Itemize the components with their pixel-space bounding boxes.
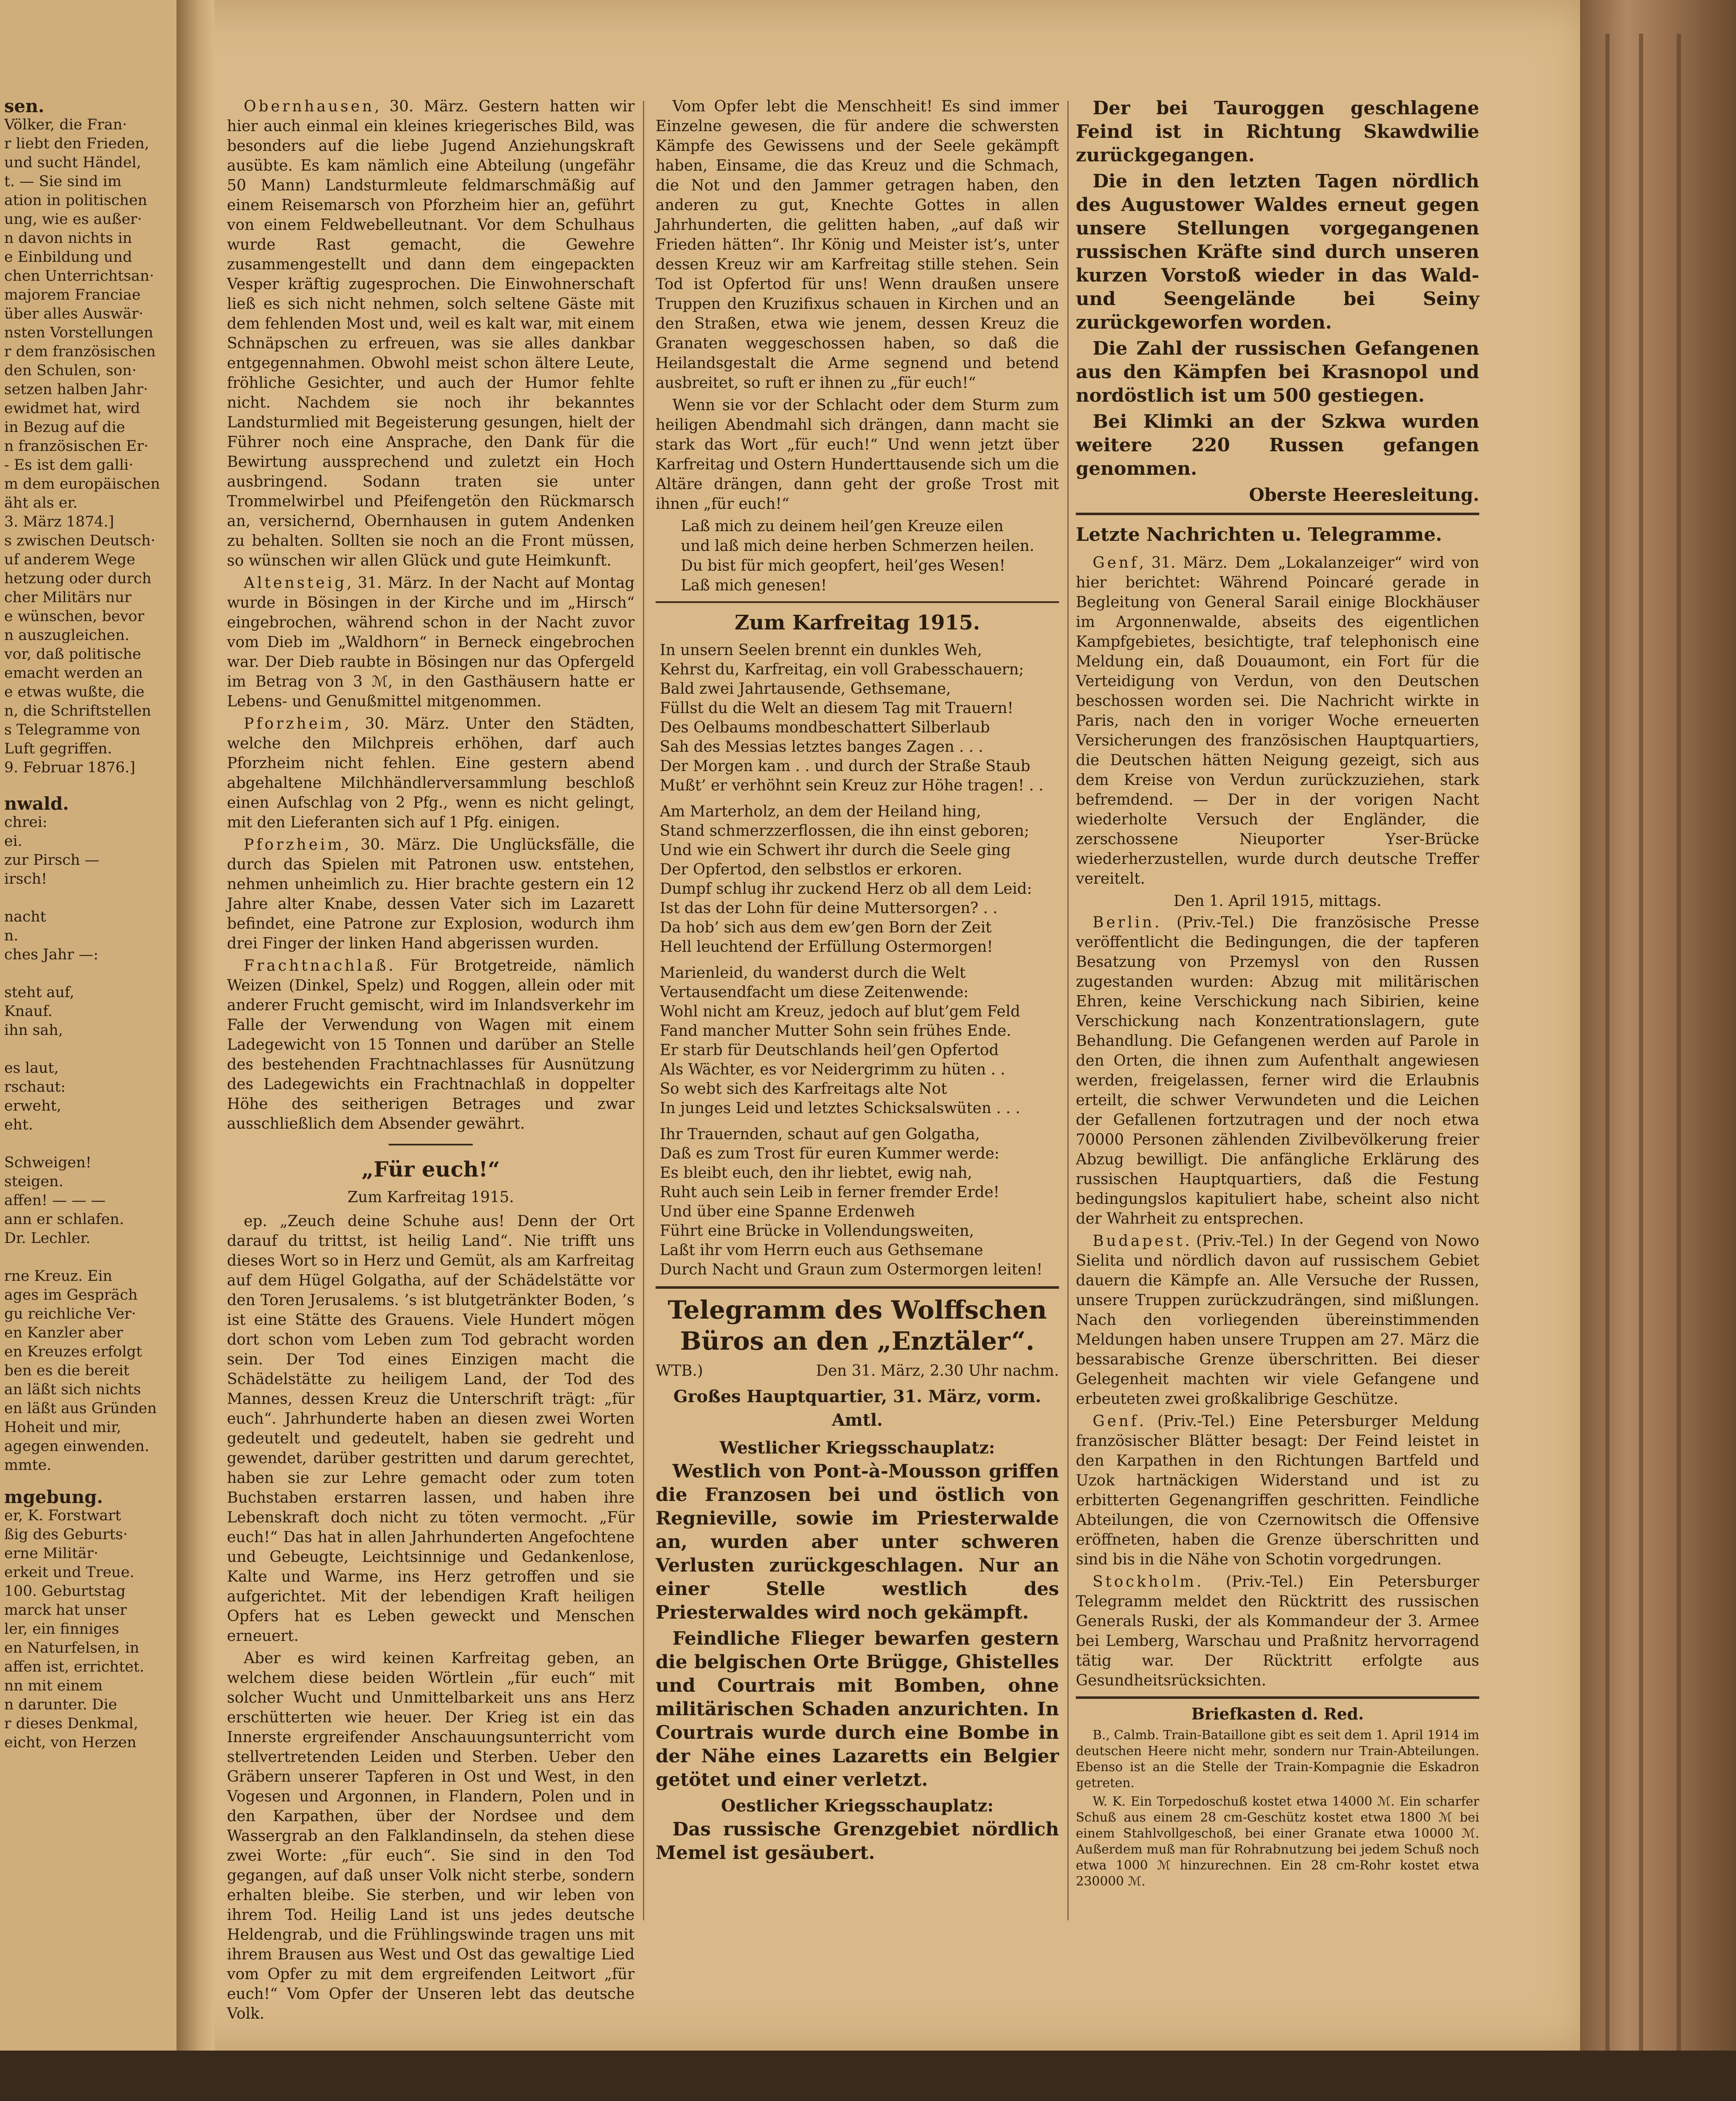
column-2 — [656, 97, 1059, 1865]
news-item: Frachtnachlaß. Für Brotgetreide, nämlich Weizen (Dinkel, Spelz) und Roggen, allein oder mit anderer Frucht gemischt, wird im Inlandsverkehr im Falle der Verwendung von Wagen mit einem Ladegewicht von 15 Tonnen und darüber an Stelle des bestehenden Frachtnachlasses für Ausnützung des Ladegewichts ein Frachtnachlaß in doppelter Höhe des seitherigen Betrages und zwar ausschließlich dem Absender gewährt. — [227, 957, 635, 1132]
prev-line: agegen einwenden. — [4, 1438, 150, 1455]
article-paragraph: Wenn sie vor der Schlacht oder dem Sturm zum heiligen Abendmahl sich drängen, dann macht sie stark das Wort „für euch!“ Und wenn jetzt über Karfreitag und Ostern Hunderttausende sich um die Altäre drängen, dann geht der große Trost mit ihnen „für euch!“ — [656, 397, 1059, 513]
poem-line: So webt sich des Karfreitags alte Not — [660, 1080, 947, 1098]
verse-line: Du bist für mich geopfert, heil’ges Wesen! — [681, 557, 1006, 574]
prev-line: en Kreuzes erfolgt — [4, 1343, 142, 1360]
poem-line: Führt eine Brücke in Vollendungsweiten, — [660, 1222, 974, 1240]
prev-line — [4, 964, 172, 983]
prev-line: erkeit und Treue. — [4, 1564, 134, 1581]
poem — [656, 641, 1059, 1280]
prev-line: affen ist, errichtet. — [4, 1659, 145, 1675]
poem-line: Ihr Trauernden, schaut auf gen Golgatha, — [660, 1126, 980, 1143]
prev-line: en läßt aus Gründen — [4, 1400, 157, 1417]
poem-line: Sah des Messias letztes banges Zagen . . . — [660, 738, 983, 756]
place-name: Genf — [1093, 554, 1139, 571]
prev-line: majorem Franciae — [4, 287, 141, 303]
verse — [681, 516, 1059, 595]
verse-line: Laß mich zu deinem heil’gen Kreuze eilen — [681, 518, 1004, 535]
prev-line: irsch! — [4, 871, 47, 887]
prev-line: ches Jahr —: — [4, 946, 99, 963]
telegram-meta — [656, 1361, 1059, 1381]
report-paragraph: Bei Klimki an der Szkwa wurden weitere 220 Russen gefangen genommen. — [1076, 411, 1479, 479]
army-signature: Oberste Heeresleitung. — [1249, 484, 1479, 505]
army-report — [1076, 97, 1479, 481]
prev-line: Knauf. — [4, 1003, 53, 1020]
latest-news — [1076, 553, 1479, 889]
mailbox-entry: B., Calmb. Train-Bataillone gibt es seit dem 1. April 1914 im deutschen Heere nicht mehr, sondern nur Train-Abteilungen. Ebenso ist an die Stelle der Train-Kompagnie die Eskadron getreten. — [1076, 1728, 1480, 1790]
prev-line: s Telegramme von — [4, 721, 140, 738]
report-paragraph: Die in den letzten Tagen nördlich des Augustower Waldes erneut gegen unsere Stellungen vorgegangenen russischen Kräfte sind durch unseren kurzen Vorstoß wieder in das Wald- und Seengelände bei Seiny zurückgeworfen worden. — [1076, 171, 1479, 333]
verse-line: Laß mich genesen! — [681, 577, 827, 594]
place-name: Frachtnachlaß — [244, 957, 389, 974]
poem-line: Vertausendfacht um diese Zeitenwende: — [660, 984, 969, 1001]
news-item: Stockholm. (Priv.-Tel.) Ein Petersburger Telegramm meldet den Rücktritt des russischen Generals Ruski, der als Kommandeur der 3. Armee bei Lemberg, Warschau und Praßnitz hervorragend tätig war. Der Rücktritt erfolgte aus Gesundheitsrücksichten. — [1076, 1573, 1479, 1689]
news-item: Altensteig, 31. März. In der Nacht auf Montag wurde in Bösingen in der Kirche und im „Hirsch“ eingebrochen, während schon in der Nacht zuvor vom Dieb im „Waldhorn“ in Berneck eingebrochen war. Der Dieb raubte in Bösingen nur das Opfergeld im Betrag von 3 ℳ, in den Gasthäusern hatte er Lebens- und Genußmittel mitgenommen. — [227, 574, 635, 710]
prev-line: s zwischen Deutsch· — [4, 532, 155, 549]
poem-line: Dumpf schlug ihr zuckend Herz ob all dem Leid: — [660, 880, 1032, 898]
prev-line: Schweigen! — [4, 1154, 92, 1171]
prev-line: ler, ein finniges — [4, 1621, 119, 1638]
place-name: Altensteig — [244, 574, 347, 592]
prev-lines-3 — [4, 1506, 172, 1752]
prev-line: emacht werden an — [4, 665, 143, 682]
prev-line — [4, 1135, 172, 1153]
prev-line: ben es die bereit — [4, 1362, 129, 1379]
poem-line: Ruht auch sein Leib in ferner fremder Erde! — [660, 1184, 1000, 1201]
prev-line: r dem französischen — [4, 343, 156, 360]
prev-line: Hoheit und mir, — [4, 1419, 121, 1436]
poem-line: Bald zwei Jahrtausende, Gethsemane, — [660, 680, 951, 698]
column-3 — [1076, 97, 1479, 1892]
telegram-time: Den 31. März, 2.30 Uhr nachm. — [816, 1362, 1059, 1380]
poem-line: Am Marterholz, an dem der Heiland hing, — [660, 803, 981, 820]
report-paragraph: Feindliche Flieger bewarfen gestern die belgischen Orte Brügge, Ghistelles und Courtrais mit Bomben, ohne militärischen Schaden anzurichten. In Courtrais wurde durch eine Bombe in der Nähe eines Lazaretts ein Belgier getötet und einer verletzt. — [656, 1628, 1059, 1790]
poem-line: Ist das der Lohn für deine Muttersorgen? . . — [660, 900, 998, 917]
poem-stanza — [660, 1125, 1059, 1280]
west-heading: Westlicher Kriegsschauplatz: — [719, 1438, 995, 1458]
poem-line: Daß es zum Trost für euren Kummer werde: — [660, 1145, 1000, 1162]
prev-line: en Kanzler aber — [4, 1324, 123, 1341]
verse-line: und laß mich deine herben Schmerzen heilen. — [681, 537, 1035, 555]
prev-line: marck hat unser — [4, 1602, 127, 1619]
book-binding — [1580, 0, 1736, 2101]
prev-line: n davon nichts in — [4, 230, 132, 247]
prev-line: chen Unterrichtsan· — [4, 268, 154, 284]
article-body — [227, 1211, 635, 2024]
poem-title: Zum Karfreitag 1915. — [734, 611, 980, 635]
prev-line: - Es ist dem galli· — [4, 457, 134, 474]
news-item: Budapest. (Priv.-Tel.) In der Gegend von Nowo Sielita und nördlich davon auf russischem Gebiet dauern die Kämpfe an. Alle Versuche der Russen, unsere Truppen zurückzudrängen, sind mißlungen. Nach den vorliegenden übereinstimmenden Meldungen haben unsere Truppen am 27. März die bessarabische Grenze überschritten. Bei dieser Gelegenheit machten wir viele Gefangene und erbeuteten zwei großkalibrige Geschütze. — [1076, 1232, 1479, 1408]
poem-line: Kehrst du, Karfreitag, ein voll Grabesschauern; — [660, 661, 1024, 678]
prev-line: steht auf, — [4, 984, 74, 1001]
poem-line: Durch Nacht und Graun zum Ostermorgen leiten! — [660, 1261, 1043, 1278]
west-report — [656, 1460, 1059, 1792]
prev-line: cher Militärs nur — [4, 589, 132, 606]
prev-line: en Naturfelsen, in — [4, 1640, 140, 1656]
prev-line: e etwas wußte, die — [4, 684, 145, 700]
poem-line: Und wie ein Schwert ihr durch die Seele ging — [660, 842, 1011, 859]
poem-line: Hell leuchtend der Erfüllung Ostermorgen! — [660, 938, 993, 956]
prev-line: an läßt sich nichts — [4, 1381, 141, 1398]
background-surface — [0, 2051, 1736, 2101]
prev-line: 9. Februar 1876.] — [4, 759, 135, 776]
prev-line: ewidmet hat, wird — [4, 400, 140, 417]
separator — [1076, 1696, 1479, 1699]
poem-line: Wohl nicht am Kreuz, jedoch auf blut’gem Feld — [660, 1003, 1020, 1020]
prev-line: 3. März 1874.] — [4, 513, 114, 530]
prev-line: n französischen Er· — [4, 438, 149, 455]
place-name: Stockholm — [1093, 1573, 1197, 1590]
separator — [389, 1144, 473, 1145]
latest-news-2 — [1076, 913, 1479, 1690]
prev-line: steigen. — [4, 1173, 63, 1190]
prev-line: chrei: — [4, 814, 47, 831]
prev-line: m dem europäischen — [4, 476, 160, 492]
place-name: Genf — [1093, 1413, 1139, 1430]
prev-line: es laut, — [4, 1060, 59, 1077]
place-name: Obernhausen — [244, 98, 375, 115]
prev-line: Völker, die Fran· — [4, 116, 127, 133]
prev-line: e wünschen, bevor — [4, 608, 145, 625]
page-gutter — [176, 0, 214, 2051]
prev-line: ei. — [4, 833, 23, 850]
prev-line: r dieses Denkmal, — [4, 1715, 138, 1732]
prev-line: n, die Schriftstellen — [4, 703, 151, 719]
news-item: Genf, 31. März. Dem „Lokalanzeiger“ wird von hier berichtet: Während Poincaré gerade in Begleitung von General Sarail einige Blockhäuser im Argonnenwalde, abseits des eigentlichen Kampfgebietes, besichtigte, traf telephonisch eine Meldung ein, daß Douaumont, ein Fort für die Verteidigung von Verdun, von den Deutschen beschossen worden sei. Die Nachricht wirkte in Paris, nach den in voriger Woche erneuerten Versicherungen des französischen Hauptquartiers, die Deutschen hätten Neigung gezeigt, sich aus dem Kreise von Verdun zurückzuziehen, stark befremdend. — Der in der vorigen Nacht wiederholte Versuch der Engländer, die zerschossene Nieuporter Yser-Brücke wiederherzustellen, wurde durch deutsche Treffer vereitelt. — [1076, 554, 1479, 887]
report-paragraph: Westlich von Pont-à-Mousson griffen die Franzosen bei und östlich von Regnieville, sowie im Priesterwalde an, wurden aber unter schweren Verlusten zurückgeschlagen. Nur an einer Stelle westlich des Priesterwaldes wird noch gekämpft. — [656, 1461, 1059, 1623]
report-paragraph: Der bei Tauroggen geschlagene Feind ist in Richtung Skawdwilie zurückgegangen. — [1076, 97, 1479, 166]
news-heading: Letzte Nachrichten u. Telegramme. — [1076, 524, 1442, 545]
prev-line: ung, wie es außer· — [4, 211, 142, 228]
place-name: Pforzheim — [244, 715, 345, 732]
report-paragraph: Die Zahl der russischen Gefangenen aus den Kämpfen bei Krasnopol und nordöstlich ist um 500 gestiegen. — [1076, 338, 1479, 406]
prev-line: hetzung oder durch — [4, 570, 152, 587]
dateline: Den 1. April 1915, mittags. — [1173, 893, 1382, 910]
prev-line: Luft gegriffen. — [4, 740, 112, 757]
separator — [656, 601, 1059, 603]
place-name: Berlin — [1093, 914, 1155, 931]
prev-line: vor, daß politische — [4, 646, 141, 663]
prev-lines-1 — [4, 116, 172, 777]
prev-line: 100. Geburtstag — [4, 1583, 126, 1600]
prev-line: äht als er. — [4, 495, 78, 511]
telegram-source: WTB.) — [656, 1362, 703, 1380]
prev-line — [4, 1248, 172, 1267]
prev-line: setzen halben Jahr· — [4, 381, 148, 398]
article-paragraph: ep. „Zeuch deine Schuhe aus! Denn der Ort darauf du trittst, ist heilig Land“. Nie trifft uns dieses Wort so in Herz und Gemüt, als am Karfreitag auf dem Hügel Golgatha, auf der Schädelstätte vor den Toren Jerusalems. ’s ist blutgetränkter Boden, ’s ist eine Stätte des Grauens. Viele Hundert mögen dort schon vom Leben zum Tod gebracht worden sein. Der Tod eines Einzigen macht die Schädelstätte zu heiligem Land, der Tod des Mannes, dessen Kreuz die Unterschrift trägt: „für euch“. Jahrhunderte haben an diesen zwei Worten gedeutelt und gedeutelt, haben sie gedreht und gewendet, darüber gestritten und darum gerechtet, haben sie zur Lehre gemacht oder zum toten Buchstaben erstarren lassen, und haben ihre Lebenskraft doch nicht zu töten vermocht. „Für euch!“ Das hat in allen Jahrhunderten Angefochtene und Gebeugte, Leichtsinnige und Gedankenlose, Kalte und Warme, ins Herz getroffen und sie aufgerichtet. Mit der lebendigen Kraft heiligen Opfers hat es Leben geweckt und Menschen erneuert. — [227, 1213, 635, 1645]
mailbox-entry: W. K. Ein Torpedoschuß kostet etwa 14000 ℳ. Ein scharfer Schuß aus einem 28 cm-Geschütz kostet etwa 1800 ℳ bei einem Stahlvollgeschoß, bei einer Granate etwa 10000 ℳ. Außerdem muß man für Rohrabnutzung bei jedem Schuß noch etwa 1000 ℳ hinzurechnen. Ein 28 cm-Rohr kostet etwa 230000 ℳ. — [1076, 1794, 1479, 1889]
prev-line: mmte. — [4, 1457, 52, 1474]
poem-line: Als Wächter, es vor Neidergrimm zu hüten . . — [660, 1061, 1005, 1078]
prev-line: Dr. Lechler. — [4, 1230, 91, 1247]
place-name: Budapest — [1093, 1232, 1185, 1250]
prev-line: n auszugleichen. — [4, 627, 130, 644]
prev-line: t. — Sie sind im — [4, 173, 122, 190]
poem-line: Fand mancher Mutter Sohn sein frühes Ende. — [660, 1022, 1012, 1040]
prev-line — [4, 1040, 172, 1059]
column-1 — [227, 97, 635, 2026]
prev-line: n darunter. Die — [4, 1696, 117, 1713]
prev-line: nacht — [4, 908, 46, 925]
poem-line: Füllst du die Welt an diesem Tag mit Trauern! — [660, 700, 1014, 717]
poem-line: Der Morgen kam . . und durch der Straße Staub — [660, 758, 1030, 775]
poem-line: Der Opfertod, den selbstlos er erkoren. — [660, 861, 962, 878]
telegram-title: Telegramm des Wolffschen Büros an den „Enztäler“. — [667, 1295, 1047, 1356]
prev-line: erweht, — [4, 1098, 61, 1114]
prev-line: affen! — — — — [4, 1192, 106, 1209]
prev-line: den Schulen, son· — [4, 362, 137, 379]
prev-line: und sucht Händel, — [4, 154, 141, 171]
prev-line: nn mit einem — [4, 1677, 103, 1694]
previous-page-text — [4, 97, 172, 1752]
prev-line: zur Pirsch — — [4, 852, 100, 869]
news-item: Obernhausen, 30. März. Gestern hatten wir hier auch einmal ein kleines kriegerisches Bild, was besonders auf die liebe Jugend Anziehungskraft ausübte. Es kam nämlich eine Abteilung (ungefähr 50 Mann) Landsturmleute feldmarschmäßig auf einem Reisemarsch von Pforzheim hier an, geführt von einem Feldwebelleutnant. Vor dem Schulhaus wurde Rast gemacht, die Gewehre zusammengestellt und dann dem eingepackten Vesper kräftig zugesprochen. Die Einwohnerschaft ließ es sich nicht nehmen, solch seltene Gäste mit dem fehlenden Most und, weil es kalt war, mit einem Schnäpschen zu erfreuen, was sie alles dankbar entgegennahmen. Obwohl meist schon ältere Leute, fröhliche Gesichter, und auch der Humor fehlte nicht. Nachdem sie noch ihr bekanntes Landsturmlied mit Begeisterung gesungen, hielt der Führer noch eine Ansprache, den Dank für die Bewirtung aussprechend und zuletzt ein Hoch ausbringend. Sodann traten sie unter Trommelwirbel und Pfeifengetön den Rückmarsch an, versichernd, Obernhausen in gutem Andenken zu behalten. Sollten sie noch an die Front müssen, so wünschen wir allen Glück und gute Heimkunft. — [227, 98, 635, 569]
news-item: Genf. (Priv.-Tel.) Eine Petersburger Meldung französischer Blätter besagt: Der Feind leistet in den Karpathen in den Richtungen Bartfeld und Uzok hartnäckigen Widerstand und ist zu erbitterten Gegenangriffen geschritten. Feindliche Abteilungen, die von Czernowitsch die Offensive eröffneten, haben die Grenze überschritten und sind bis in die Nähe von Schotin vorgedrungen. — [1076, 1413, 1479, 1568]
poem-line: Und über eine Spanne Erdenweh — [660, 1203, 915, 1220]
place-name: Pforzheim — [244, 836, 345, 853]
prev-line: nsten Vorstellungen — [4, 324, 153, 341]
poem-line: Marienleid, du wanderst durch die Welt — [660, 964, 966, 982]
article-continued — [656, 97, 1059, 514]
prev-line: ann er schlafen. — [4, 1211, 124, 1228]
poem-line: Er starb für Deutschlands heil’gen Opfertod — [660, 1042, 999, 1059]
poem-line: In unsern Seelen brennt ein dunkles Weh, — [660, 642, 982, 659]
prev-line: erne Militär· — [4, 1545, 99, 1562]
east-report: Das russische Grenzgebiet nördlich Memel ist gesäubert. — [656, 1819, 1059, 1864]
telegram-hq: Großes Hauptquartier, 31. März, vorm. Amtl. — [673, 1387, 1041, 1430]
article-paragraph: Vom Opfer lebt die Menschheit! Es sind immer Einzelne gewesen, die für andere die schwersten Kämpfe des Gewissens und der Seele gekämpft haben, Einsame, die das Kreuz und die Schmach, die Not und den Jammer getragen haben, den anderen zu gut, Knechte Gottes in allen Jahrhunderten, die gelitten haben, „auf daß wir Frieden hätten“. Ihr König und Meister ist’s, unter dessen Kreuz wir am Karfreitag stille stehen. Sein Tod ist Opfertod für uns! Wenn draußen unsere Truppen den Kruzifixus schauen in Kirchen und an den Straßen, etwa wie jenem, dessen Kreuz die Granaten weggeschossen haben, so daß die Heilandsgestalt die Arme segnend und betend ausbreitet, so ruft er ihnen zu „für euch!“ — [656, 98, 1059, 392]
prev-line: in Bezug auf die — [4, 419, 125, 436]
poem-line: Des Oelbaums mondbeschattert Silberlaub — [660, 719, 990, 736]
prev-line: über alles Auswär· — [4, 305, 144, 322]
prev-line: r liebt den Frieden, — [4, 135, 150, 152]
prev-line: rne Kreuz. Ein — [4, 1268, 113, 1285]
east-heading: Oestlicher Kriegsschauplatz: — [721, 1796, 994, 1816]
poem-stanza — [660, 641, 1059, 795]
prev-heading-2: nwald. — [4, 793, 69, 814]
poem-line: Es bleibt euch, den ihr liebtet, ewig nah, — [660, 1164, 972, 1182]
poem-line: In junges Leid und letztes Schicksalswüten . . . — [660, 1100, 1020, 1117]
news-item: Pforzheim, 30. März. Die Unglücksfälle, die durch das Spielen mit Patronen usw. entstehen, nehmen unheimlich zu. Hier brachte gestern ein 12 Jahre alter Knabe, dessen Vater sich im Lazarett befindet, eine Patrone zur Explosion, wodurch ihm drei Finger der linken Hand abgerissen wurden. — [227, 836, 635, 952]
poem-line: Da hob’ sich aus dem ew’gen Born der Zeit — [660, 919, 992, 936]
local-news — [227, 97, 635, 1134]
article-paragraph: Aber es wird keinen Karfreitag geben, an welchem diese beiden Wörtlein „für euch“ mit solcher Wucht und Unmittelbarkeit uns ans Herz erschütterten wie heuer. Der Krieg ist ein das Innerste ergreifender Anschauungsunterricht vom stellvertretenden Leiden und Sterben. Ueber den Gräbern unserer Tapferen in Ost und West, in den Vogesen und Argonnen, in Flandern, Polen und in den Karpathen, über der Nordsee und dem Wassergrab an den Falklandinseln, da stehen diese zwei Worte: „für euch“. Sie sind in den Tod gegangen, auf daß unser Volk nicht sterbe, sondern erhalten bleibe. Sie sterben, und wir leben von ihrem Tod. Heilig Land ist uns jedes deutsche Heldengrab, und die Frühlingswinde tragen uns mit ihrem Brausen aus West und Ost das gewaltige Lied vom Opfer zu mit dem ergreifenden Leitwort „für euch!“ Vom Opfer der Unseren lebt das deutsche Volk. — [227, 1650, 635, 2022]
poem-stanza — [660, 964, 1059, 1118]
column-divider — [643, 101, 644, 1920]
prev-line: uf anderem Wege — [4, 551, 135, 568]
prev-line: rschaut: — [4, 1079, 66, 1095]
prev-lines-2 — [4, 813, 172, 1475]
article-title: „Für euch!“ — [361, 1157, 500, 1182]
poem-line: Mußt’ er verhöhnt sein Kreuz zur Höhe tragen! . . — [660, 777, 1044, 794]
prev-heading-3: mgebung. — [4, 1487, 103, 1507]
mailbox-heading: Briefkasten d. Red. — [1191, 1704, 1364, 1723]
mailbox — [1076, 1727, 1479, 1890]
poem-line: Laßt ihr vom Herrn euch aus Gethsemane — [660, 1242, 983, 1259]
prev-line: eicht, von Herzen — [4, 1734, 137, 1751]
prev-line: n. — [4, 927, 18, 944]
poem-stanza — [660, 802, 1059, 957]
prev-line: er, K. Forstwart — [4, 1507, 121, 1524]
poem-line: Stand schmerzzerflossen, die ihn einst geboren; — [660, 822, 1030, 840]
prev-line: ation in politischen — [4, 192, 148, 209]
separator — [1076, 513, 1479, 515]
prev-line: gu reichliche Ver· — [4, 1306, 136, 1322]
news-item: Berlin. (Priv.-Tel.) Die französische Presse veröffentlicht die Bedingungen, die der tapferen Besatzung von Przemysl von den Russen zugestanden wurden: Abzug mit militärischen Ehren, keine Verschickung nach Sibirien, keine Verschickung nach Konzentrationslagern, gute Behandlung. Die Gefangenen werden auf Parole in den Orten, die ihnen zum Aufenthalt angewiesen werden, freigelassen, ferner wird die Erlaubnis erteilt, die schwer Verwundeten und die Leichen der Gefallenen fortzutragen und der noch etwa 70000 Personen zählenden Zivilbevölkerung freier Abzug bewilligt. Die anfängliche Erklärung des russischen Hauptquartiers, daß die Festung bedingungslos kapituliert habe, scheint also nicht der Wahrheit zu entsprechen. — [1076, 914, 1479, 1227]
prev-line: eht. — [4, 1116, 33, 1133]
article-subtitle: Zum Karfreitag 1915. — [347, 1189, 514, 1206]
column-divider — [1067, 101, 1069, 1920]
news-item: Pforzheim, 30. März. Unter den Städten, welche den Milchpreis erhöhen, darf auch Pforzheim nicht fehlen. Eine gestern abend abgehaltene Milchhändlerversammlung beschloß einen Aufschlag von 2 Pfg., wenn es nicht gelingt, mit den Lieferanten sich auf 1 Pfg. einigen. — [227, 715, 635, 831]
prev-heading-1: sen. — [4, 97, 45, 116]
prev-line: ßig des Geburts· — [4, 1526, 128, 1543]
separator — [656, 1286, 1059, 1289]
prev-line: ihn sah, — [4, 1022, 63, 1039]
prev-line: e Einbildung und — [4, 249, 132, 266]
prev-line: ages im Gespräch — [4, 1287, 138, 1303]
prev-line — [4, 889, 172, 908]
